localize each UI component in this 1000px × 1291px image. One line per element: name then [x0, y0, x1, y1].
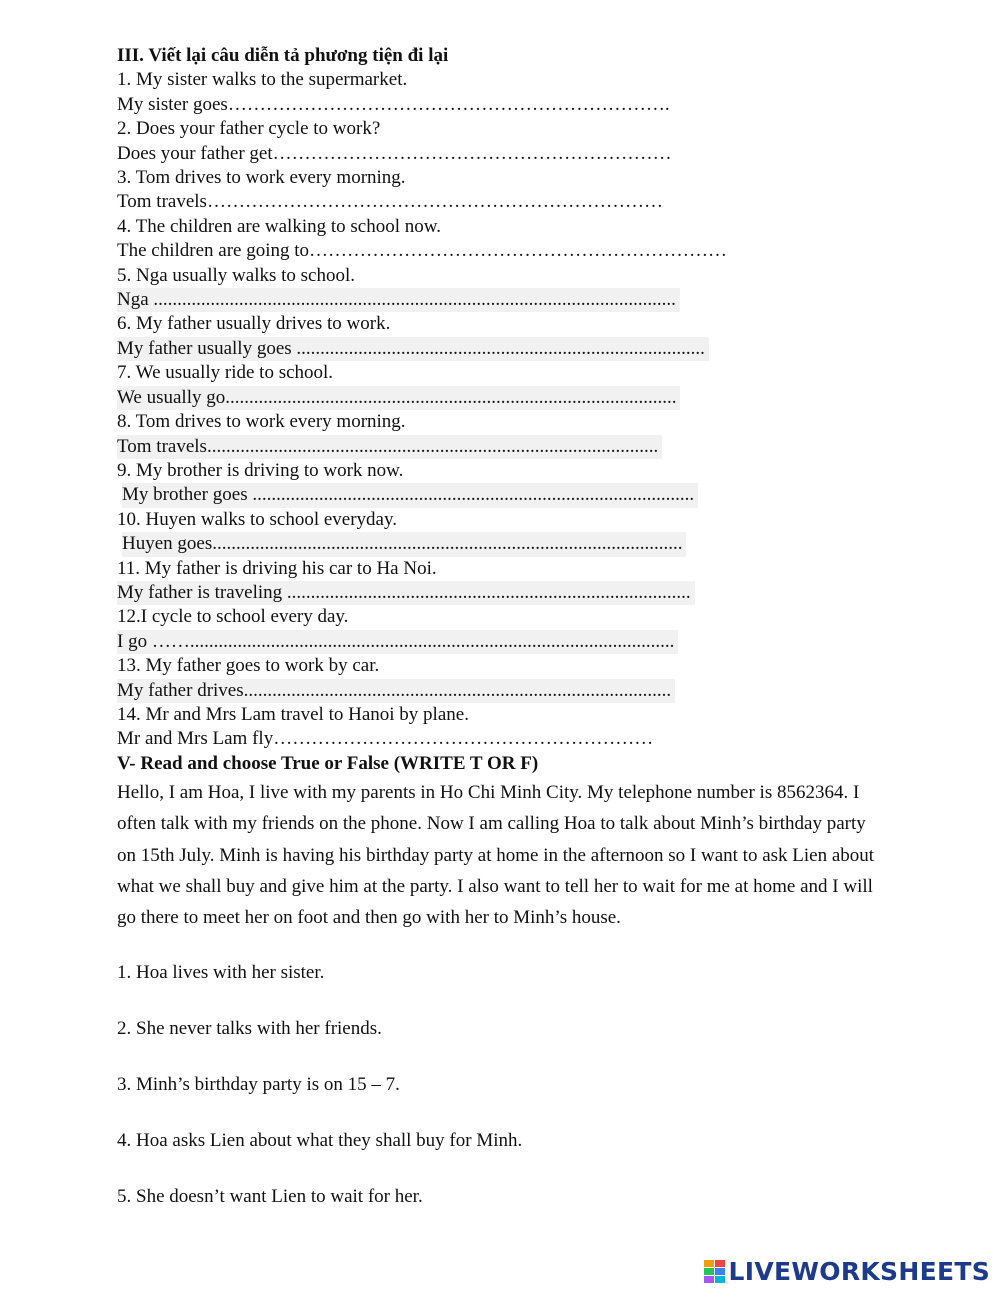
tf-question: 1. Hoa lives with her sister. [117, 962, 325, 984]
answer-line [117, 239, 907, 263]
prompt-sentence [117, 361, 907, 385]
line-text: Does your father get……………………………………………………… [117, 142, 672, 164]
prompt-sentence [117, 703, 907, 727]
answer-line [117, 142, 907, 166]
section-5-heading: V- Read and choose True or False (WRITE T OR F) [117, 752, 539, 774]
answer-line [117, 337, 907, 361]
liveworksheets-logo [704, 1256, 990, 1286]
answer-line [117, 532, 907, 556]
line-text: The children are going to………………………………………………………… [117, 240, 728, 262]
tf-question: 5. She doesn’t want Lien to wait for her. [117, 1186, 423, 1208]
reading-passage: Hello, I am Hoa, I live with my parents in Ho Chi Minh City. My telephone number is 8562364. I often talk with my friends on the phone. Now I am calling Hoa to talk about Minh’s birthday party on 15th July. Minh is having his birthday party at home in the afternoon so I want to ask Lien about what we shall buy and give him at the party. I also want to tell her to wait for me at home and I will go there to meet her on foot and then go with her to Minh’s house. [117, 782, 875, 928]
line-text: My sister goes……………………………………………………………. [117, 93, 670, 115]
answer-line [117, 435, 907, 459]
logo-block [715, 1276, 725, 1283]
prompt-sentence [117, 166, 907, 190]
tf-question: 2. She never talks with her friends. [117, 1018, 382, 1040]
line-text: 14. Mr and Mrs Lam travel to Hanoi by plane. [117, 703, 469, 725]
line-text: 5. Nga usually walks to school. [117, 264, 356, 286]
line-text: 12.I cycle to school every day. [117, 606, 349, 628]
line-text: My father is traveling ..................................................................................... [117, 581, 695, 605]
prompt-sentence [117, 654, 907, 678]
line-text: 7. We usually ride to school. [117, 362, 334, 384]
prompt-sentence [117, 117, 907, 141]
line-text: 2. Does your father cycle to work? [117, 118, 381, 140]
logo-block [704, 1276, 714, 1283]
prompt-sentence [117, 508, 907, 532]
logo-blocks-icon [704, 1260, 725, 1283]
logo-block [715, 1260, 725, 1267]
prompt-sentence [117, 410, 907, 434]
line-text: My father usually goes ...................................................................................... [117, 337, 709, 361]
line-text: My father drives.......................................................................................... [117, 679, 675, 703]
line-text: 13. My father goes to work by car. [117, 655, 380, 677]
line-text: 1. My sister walks to the supermarket. [117, 69, 408, 91]
prompt-sentence [117, 312, 907, 336]
tf-question: 4. Hoa asks Lien about what they shall buy for Minh. [117, 1130, 523, 1152]
prompt-sentence [117, 68, 907, 92]
line-text: 4. The children are walking to school now. [117, 215, 441, 237]
answer-line [117, 190, 907, 214]
line-text: Tom travels……………………………………………………………… [117, 191, 663, 213]
line-text: 9. My brother is driving to work now. [117, 459, 404, 481]
rewrite-exercise [117, 68, 907, 751]
line-text: 6. My father usually drives to work. [117, 313, 391, 335]
answer-line [117, 679, 907, 703]
prompt-sentence [117, 264, 907, 288]
line-text: 11. My father is driving his car to Ha Noi. [117, 557, 437, 579]
answer-line [117, 386, 907, 410]
answer-line [117, 288, 907, 312]
section-3-heading: III. Viết lại câu diễn tả phương tiện đi lại [117, 45, 449, 66]
logo-block [715, 1268, 725, 1275]
line-text: Nga .............................................................................................................. [117, 288, 680, 312]
tf-question: 3. Minh’s birthday party is on 15 – 7. [117, 1074, 400, 1096]
prompt-sentence [117, 459, 907, 483]
line-text: My brother goes ............................................................................................. [122, 483, 698, 507]
answer-line [117, 581, 907, 605]
prompt-sentence [117, 557, 907, 581]
line-text: Tom travels............................................................................................... [117, 435, 662, 459]
logo-text: LIVEWORKSHEETS [728, 1256, 990, 1286]
line-text: 8. Tom drives to work every morning. [117, 411, 406, 433]
prompt-sentence [117, 215, 907, 239]
logo-block [704, 1260, 714, 1267]
answer-line [117, 93, 907, 117]
logo-block [704, 1268, 714, 1275]
worksheet [117, 44, 907, 1241]
line-text: I go ……...................................................................................................... [117, 630, 678, 654]
answer-line [117, 630, 907, 654]
line-text: 10. Huyen walks to school everyday. [117, 508, 398, 530]
true-false-questions [117, 961, 907, 1241]
prompt-sentence [117, 605, 907, 629]
answer-line [117, 727, 907, 751]
line-text: Mr and Mrs Lam fly…………………………………………………… [117, 728, 654, 750]
line-text: We usually go............................................................................................... [117, 386, 680, 410]
line-text: 3. Tom drives to work every morning. [117, 167, 406, 189]
answer-line [117, 483, 907, 507]
line-text: Huyen goes................................................................................................... [122, 532, 686, 556]
